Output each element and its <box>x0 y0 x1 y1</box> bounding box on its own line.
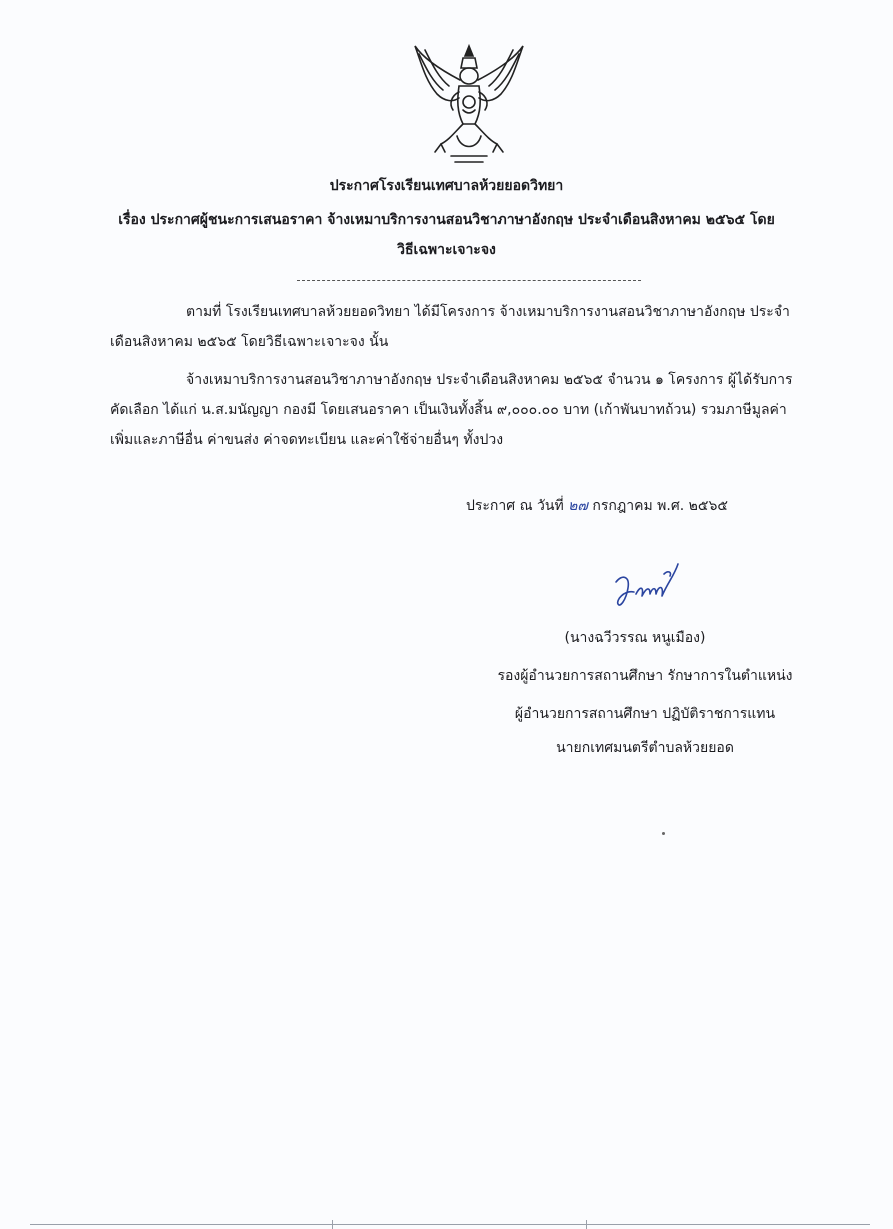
signatory-position-3: นายกเทศมนตรีตำบลห้วยยอด <box>556 740 734 756</box>
paragraph-1-line-1: ตามที่ โรงเรียนเทศบาลห้วยยอดวิทยา ได้มีโครงการ จ้างเหมาบริการงานสอนวิชาภาษาอังกฤษ ประจำ <box>186 304 790 320</box>
paragraph-2-line-1: จ้างเหมาบริการงานสอนวิชาภาษาอังกฤษ ประจำเดือนสิงหาคม ๒๕๖๕ จำนวน ๑ โครงการ ผู้ได้รับการ <box>186 372 793 388</box>
garuda-emblem-icon <box>411 40 527 168</box>
scan-border-line <box>30 1224 870 1225</box>
announce-day-handwritten: ๒๗ <box>568 498 588 514</box>
announce-date-line <box>466 496 728 516</box>
announcement-title: ประกาศโรงเรียนเทศบาลห้วยยอดวิทยา <box>329 178 564 194</box>
paper-speck <box>662 832 665 835</box>
signatory-position-2: ผู้อำนวยการสถานศึกษา ปฏิบัติราชการแทน <box>514 706 776 722</box>
signatory-position-1: รองผู้อำนวยการสถานศึกษา รักษาการในตำแหน่ง <box>497 668 793 684</box>
scan-border-tick <box>586 1220 587 1229</box>
subject-line-1: เรื่อง ประกาศผู้ชนะการเสนอราคา จ้างเหมาบริการงานสอนวิชาภาษาอังกฤษ ประจำเดือนสิงหาคม ๒๕๖๕ โดย <box>118 212 775 228</box>
scan-border-tick <box>332 1220 333 1229</box>
paragraph-2-line-2: คัดเลือก ได้แก่ น.ส.มนัญญา กองมี โดยเสนอราคา เป็นเงินทั้งสิ้น ๙,๐๐๐.๐๐ บาท (เก้าพันบาทถ้วน) รวมภาษีมูลค่า <box>110 402 787 418</box>
title-divider <box>297 280 641 281</box>
subject-line-2: วิธีเฉพาะเจาะจง <box>397 242 496 258</box>
announce-date-prefix: ประกาศ ณ วันที่ <box>466 498 564 514</box>
signatory-name: (นางฉวีวรรณ หนูเมือง) <box>564 630 706 646</box>
handwritten-signature-icon <box>612 560 690 620</box>
paragraph-2-line-3: เพิ่มและภาษีอื่น ค่าขนส่ง ค่าจดทะเบียน และค่าใช้จ่ายอื่นๆ ทั้งปวง <box>110 432 504 448</box>
announce-date-suffix: กรกฎาคม พ.ศ. ๒๕๖๕ <box>592 498 728 514</box>
paragraph-1-line-2: เดือนสิงหาคม ๒๕๖๕ โดยวิธีเฉพาะเจาะจง นั้น <box>110 334 389 350</box>
